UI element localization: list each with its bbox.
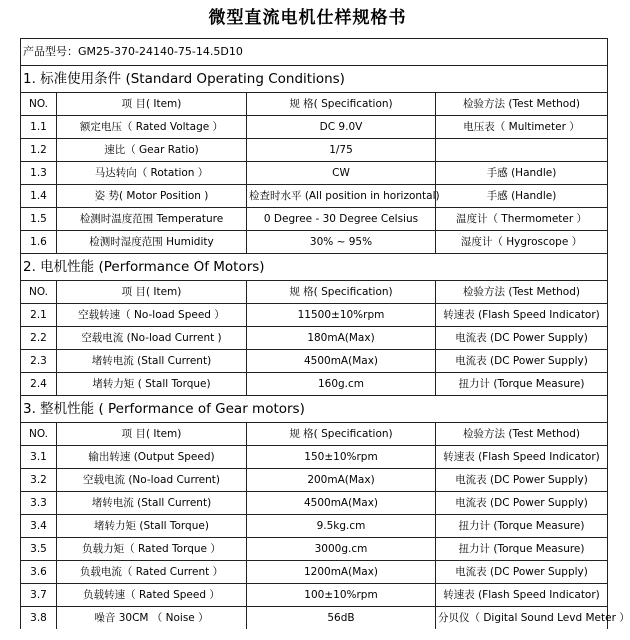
column-header: 项 目( Item) [57, 93, 247, 116]
section-title: 1. 标准使用条件 (Standard Operating Conditions) [21, 66, 608, 93]
model-row [21, 39, 608, 66]
column-header: 规 格( Specification) [247, 423, 436, 446]
table-row [21, 446, 608, 469]
cell-specification: 1200mA(Max) [247, 561, 436, 584]
cell-specification: 1/75 [247, 139, 436, 162]
column-header: 检验方法 (Test Method) [436, 423, 608, 446]
table-row [21, 515, 608, 538]
table-row [21, 185, 608, 208]
cell-test-method: 转速表 (Flash Speed Indicator) [436, 584, 608, 607]
cell-item: 堵转力矩 (Stall Torque) [57, 515, 247, 538]
cell-item: 堵转力矩 ( Stall Torque) [57, 373, 247, 396]
cell-test-method: 电流表 (DC Power Supply) [436, 327, 608, 350]
table-row [21, 561, 608, 584]
cell-specification: 180mA(Max) [247, 327, 436, 350]
cell-test-method: 电流表 (DC Power Supply) [436, 561, 608, 584]
cell-no: 1.6 [21, 231, 57, 254]
cell-no: 3.7 [21, 584, 57, 607]
column-header: 规 格( Specification) [247, 93, 436, 116]
cell-no: 3.4 [21, 515, 57, 538]
cell-no: 3.1 [21, 446, 57, 469]
column-header: NO. [21, 423, 57, 446]
cell-test-method: 温度计（ Thermometer ） [436, 208, 608, 231]
cell-no: 2.4 [21, 373, 57, 396]
document-title: 微型直流电机仕样规格书 [208, 8, 407, 28]
table-row [21, 304, 608, 327]
cell-no: 3.2 [21, 469, 57, 492]
cell-specification: 11500±10%rpm [247, 304, 436, 327]
column-header: 规 格( Specification) [247, 281, 436, 304]
cell-no: 1.1 [21, 116, 57, 139]
model-number: 产品型号：GM25-370-24140-75-14.5D10 [21, 39, 608, 66]
cell-item: 负载力矩（ Rated Torque ） [57, 538, 247, 561]
table-row [21, 538, 608, 561]
cell-item: 马达转向（ Rotation ） [57, 162, 247, 185]
table-row [21, 607, 608, 630]
cell-no: 1.5 [21, 208, 57, 231]
cell-test-method: 扭力计 (Torque Measure) [436, 515, 608, 538]
column-header: NO. [21, 93, 57, 116]
column-header-row [21, 93, 608, 116]
cell-test-method: 扭力计 (Torque Measure) [436, 373, 608, 396]
column-header-row [21, 281, 608, 304]
cell-specification: 4500mA(Max) [247, 350, 436, 373]
cell-no: 3.8 [21, 607, 57, 630]
column-header: 项 目( Item) [57, 281, 247, 304]
table-row [21, 584, 608, 607]
column-header: 检验方法 (Test Method) [436, 281, 608, 304]
cell-item: 检测时温度范围 Temperature [57, 208, 247, 231]
cell-test-method: 转速表 (Flash Speed Indicator) [436, 446, 608, 469]
spec-table-body [21, 39, 630, 630]
cell-specification: 150±10%rpm [247, 446, 436, 469]
cell-test-method: 扭力计 (Torque Measure) [436, 538, 608, 561]
cell-specification: 9.5kg.cm [247, 515, 436, 538]
cell-specification: 0 Degree - 30 Degree Celsius [247, 208, 436, 231]
cell-test-method: 分贝仪（ Digital Sound Levd Meter ） [436, 607, 608, 630]
spec-table [20, 38, 630, 629]
cell-test-method: 电流表 (DC Power Supply) [436, 469, 608, 492]
cell-item: 空载转速（ No-load Speed ） [57, 304, 247, 327]
cell-test-method: 电流表 (DC Power Supply) [436, 492, 608, 515]
cell-specification: 4500mA(Max) [247, 492, 436, 515]
cell-item: 姿 势( Motor Position ) [57, 185, 247, 208]
cell-item: 负载电流（ Rated Current ） [57, 561, 247, 584]
cell-item: 噪音 30CM （ Noise ） [57, 607, 247, 630]
section-title: 3. 整机性能 ( Performance of Gear motors) [21, 396, 608, 423]
cell-no: 2.2 [21, 327, 57, 350]
cell-specification: 3000g.cm [247, 538, 436, 561]
cell-item: 检测时湿度范围 Humidity [57, 231, 247, 254]
cell-no: 3.5 [21, 538, 57, 561]
table-row [21, 492, 608, 515]
section-header [21, 396, 608, 423]
cell-test-method: 湿度计（ Hygroscope ） [436, 231, 608, 254]
section-title: 2. 电机性能 (Performance Of Motors) [21, 254, 608, 281]
table-row [21, 231, 608, 254]
cell-test-method [436, 139, 608, 162]
cell-no: 3.6 [21, 561, 57, 584]
cell-specification: 100±10%rpm [247, 584, 436, 607]
table-row [21, 350, 608, 373]
cell-item: 输出转速 (Output Speed) [57, 446, 247, 469]
section-header [21, 254, 608, 281]
cell-no: 1.3 [21, 162, 57, 185]
cell-item: 空载电流 (No-load Current ) [57, 327, 247, 350]
cell-test-method: 转速表 (Flash Speed Indicator) [436, 304, 608, 327]
table-row [21, 208, 608, 231]
cell-test-method: 手感 (Handle) [436, 162, 608, 185]
cell-no: 2.3 [21, 350, 57, 373]
cell-specification: 30% ~ 95% [247, 231, 436, 254]
cell-no: 2.1 [21, 304, 57, 327]
table-row [21, 373, 608, 396]
section-header [21, 66, 608, 93]
cell-test-method: 手感 (Handle) [436, 185, 608, 208]
cell-test-method: 电流表 (DC Power Supply) [436, 350, 608, 373]
cell-item: 额定电压（ Rated Voltage ） [57, 116, 247, 139]
cell-specification: 200mA(Max) [247, 469, 436, 492]
column-header: 检验方法 (Test Method) [436, 93, 608, 116]
table-row [21, 469, 608, 492]
cell-specification: 检查时水平 (All position in horizontal) [247, 185, 436, 208]
cell-no: 3.3 [21, 492, 57, 515]
column-header-row [21, 423, 608, 446]
cell-specification: DC 9.0V [247, 116, 436, 139]
table-row [21, 116, 608, 139]
table-row [21, 327, 608, 350]
cell-item: 空载电流 (No-load Current) [57, 469, 247, 492]
cell-no: 1.4 [21, 185, 57, 208]
cell-no: 1.2 [21, 139, 57, 162]
cell-item: 堵转电流 (Stall Current) [57, 492, 247, 515]
column-header: 项 目( Item) [57, 423, 247, 446]
cell-specification: 160g.cm [247, 373, 436, 396]
cell-item: 负载转速（ Rated Speed ） [57, 584, 247, 607]
table-row [21, 139, 608, 162]
column-header: NO. [21, 281, 57, 304]
table-row [21, 162, 608, 185]
cell-specification: CW [247, 162, 436, 185]
cell-test-method: 电压表（ Multimeter ） [436, 116, 608, 139]
cell-item: 速比（ Gear Ratio) [57, 139, 247, 162]
cell-item: 堵转电流 (Stall Current) [57, 350, 247, 373]
cell-specification: 56dB [247, 607, 436, 630]
